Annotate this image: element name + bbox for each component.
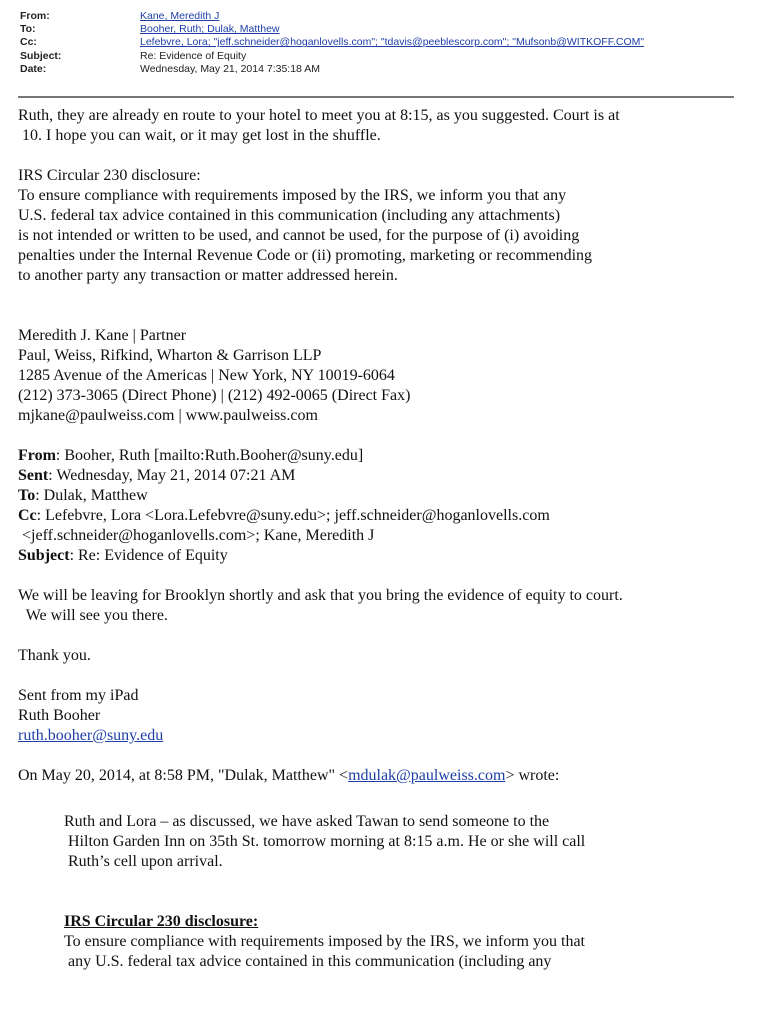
- quoted-intro-line: [18, 766, 753, 786]
- quoted-subject-line: [18, 546, 753, 566]
- quoted-body-line-1: We will be leaving for Brooklyn shortly and ask that you bring the evidence of equity to court.: [18, 587, 623, 604]
- disclosure-line: is not intended or written to be used, and cannot be used, for the purpose of (i) avoiding: [18, 227, 580, 244]
- quoted-subject-label: Subject: [18, 547, 70, 564]
- quoted-to-line: [18, 486, 753, 506]
- quoted-intro-prefix: On May 20, 2014, at 8:58 PM, "Dulak, Matthew" <: [18, 767, 349, 784]
- quoted2-disclosure-title: [18, 912, 753, 932]
- cc-value-link[interactable]: Lefebvre, Lora; "jeff.schneider@hoganlovells.com"; "tdavis@peeblescorp.com"; "Mufsonb@WITKOFF.COM": [140, 36, 645, 49]
- sender-email-link[interactable]: ruth.booher@suny.edu: [18, 727, 164, 744]
- quoted2-disclosure-title-text: IRS Circular 230 disclosure:: [64, 913, 259, 930]
- thank-you: Thank you.: [18, 647, 91, 664]
- quoted-from-value: : Booher, Ruth [mailto:Ruth.Booher@suny.edu]: [55, 447, 364, 464]
- quoted-subject-value: : Re: Evidence of Equity: [69, 547, 228, 564]
- from-label: From:: [20, 10, 50, 22]
- date-label: Date:: [20, 62, 47, 75]
- disclosure-title: IRS Circular 230 disclosure:: [18, 167, 201, 184]
- signature-firm: Paul, Weiss, Rifkind, Wharton & Garrison LLP: [18, 347, 322, 364]
- disclosure-line: to another party any transaction or matter addressed herein.: [18, 267, 398, 284]
- sender-name: Ruth Booher: [18, 707, 101, 724]
- quoted-from-label: From: [18, 447, 56, 464]
- header-to-row: [20, 23, 736, 36]
- quoted-intro-email-link[interactable]: mdulak@paulweiss.com: [348, 767, 506, 784]
- quoted2-body-line: Hilton Garden Inn on 35th St. tomorrow morning at 8:15 a.m. He or she will call: [64, 833, 586, 850]
- to-value-link[interactable]: Booher, Ruth; Dulak, Matthew: [140, 23, 280, 36]
- quoted-sent-label: Sent: [18, 467, 49, 484]
- quoted-intro-suffix: > wrote:: [505, 767, 560, 784]
- header-cc-row: [20, 36, 736, 49]
- email-body: [18, 106, 753, 972]
- disclosure-line: U.S. federal tax advice contained in this communication (including any attachments): [18, 207, 561, 224]
- disclosure-line: To ensure compliance with requirements imposed by the IRS, we inform you that any: [18, 187, 567, 204]
- subject-label: Subject:: [20, 49, 62, 62]
- quoted-cc-line-2: <jeff.schneider@hoganlovells.com>; Kane, Meredith J: [18, 527, 375, 544]
- sent-from-device: Sent from my iPad: [18, 687, 139, 704]
- disclosure-line: penalties under the Internal Revenue Code or (ii) promoting, marketing or recommending: [18, 247, 593, 264]
- signature-name: Meredith J. Kane | Partner: [18, 327, 187, 344]
- header-date-row: [20, 63, 736, 76]
- quoted-body-line-2: We will see you there.: [18, 607, 168, 624]
- header-divider: [18, 96, 734, 98]
- quoted-cc-line: [18, 506, 753, 526]
- header-subject-row: [20, 50, 736, 63]
- quoted2-body-line: Ruth and Lora – as discussed, we have asked Tawan to send someone to the: [64, 813, 550, 830]
- quoted-cc-value: : Lefebvre, Lora <Lora.Lefebvre@suny.edu>; jeff.schneider@hoganlovells.com: [36, 507, 550, 524]
- quoted-sent-line: [18, 466, 753, 486]
- quoted-to-label: To: [18, 487, 36, 504]
- quoted2-disclosure-line: any U.S. federal tax advice contained in this communication (including any: [64, 953, 552, 970]
- quoted2-body-line: Ruth’s cell upon arrival.: [64, 853, 223, 870]
- message-line-2: 10. I hope you can wait, or it may get lost in the shuffle.: [18, 127, 381, 144]
- email-header: [20, 10, 736, 76]
- quoted2-disclosure-line: To ensure compliance with requirements imposed by the IRS, we inform you that: [64, 933, 585, 950]
- quoted-to-value: : Dulak, Matthew: [35, 487, 148, 504]
- subject-value: Re: Evidence of Equity: [140, 49, 247, 62]
- to-label: To:: [20, 23, 36, 36]
- cc-label: Cc:: [20, 36, 37, 49]
- signature-address: 1285 Avenue of the Americas | New York, NY 10019-6064: [18, 367, 395, 384]
- quoted-cc-label: Cc: [18, 507, 37, 524]
- message-line-1: Ruth, they are already en route to your hotel to meet you at 8:15, as you suggested. Court is at: [18, 107, 620, 124]
- signature-phones: (212) 373-3065 (Direct Phone) | (212) 492-0065 (Direct Fax): [18, 387, 411, 404]
- header-from-row: [20, 10, 736, 23]
- from-value-link[interactable]: Kane, Meredith J: [140, 10, 220, 22]
- signature-web: mjkane@paulweiss.com | www.paulweiss.com: [18, 407, 318, 424]
- quoted-sent-value: : Wednesday, May 21, 2014 07:21 AM: [48, 467, 296, 484]
- date-value: Wednesday, May 21, 2014 7:35:18 AM: [140, 62, 320, 75]
- quoted-from-line: [18, 446, 753, 466]
